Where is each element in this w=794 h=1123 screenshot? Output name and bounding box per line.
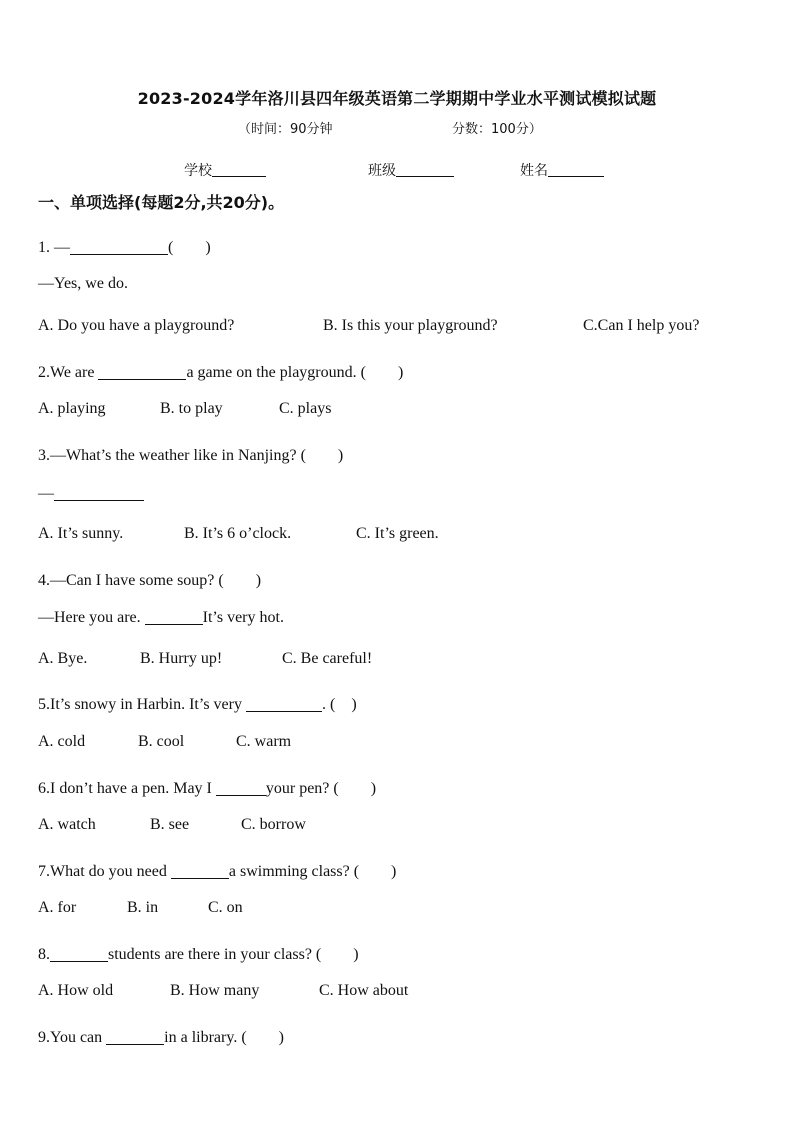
q2-suffix: a game on the playground. ( )	[186, 364, 404, 381]
q6-option-c[interactable]: C. borrow	[241, 816, 306, 833]
q5-prefix: 5.It’s snowy in Harbin. It’s very	[38, 696, 246, 713]
q4-line-2	[38, 608, 284, 627]
q2-prefix: 2.We are	[38, 364, 99, 381]
q4-option-c[interactable]: C. Be careful!	[282, 650, 373, 667]
q9-suffix: in a library. ( )	[164, 1029, 284, 1046]
q2-option-a[interactable]: A. playing	[38, 400, 106, 417]
q6-blank[interactable]	[216, 779, 266, 796]
q3-option-c[interactable]: C. It’s green.	[356, 525, 439, 542]
school-field	[184, 160, 266, 180]
name-blank[interactable]	[548, 162, 604, 177]
q7-prefix: 7.What do you need	[38, 863, 171, 880]
question-4: 4.—Can I have some soup? ( )	[38, 572, 262, 589]
q5-option-b[interactable]: B. cool	[138, 733, 185, 750]
q1-option-b[interactable]: B. Is this your playground?	[323, 317, 498, 334]
q4-line2-prefix: —Here you are.	[38, 609, 145, 626]
q8-blank[interactable]	[50, 945, 108, 962]
q3-dash: —	[38, 485, 54, 502]
class-field	[368, 160, 454, 180]
q7-option-b[interactable]: B. in	[127, 899, 159, 916]
score-info: 分数：100分）	[452, 122, 542, 137]
q7-suffix: a swimming class? ( )	[228, 863, 397, 880]
q4-blank[interactable]	[145, 608, 203, 625]
time-info: （时间：90分钟	[238, 122, 333, 137]
q4-option-b[interactable]: B. Hurry up!	[140, 650, 223, 667]
question-3: 3.—What’s the weather like in Nanjing? ( )	[38, 447, 344, 464]
q6-suffix: your pen? ( )	[265, 780, 377, 797]
school-blank[interactable]	[212, 162, 266, 177]
q2-option-c[interactable]: C. plays	[279, 400, 332, 417]
q6-option-a[interactable]: A. watch	[38, 816, 96, 833]
q9-prefix: 9.You can	[38, 1029, 107, 1046]
q3-answer-line	[38, 484, 144, 503]
q9-blank[interactable]	[106, 1028, 164, 1045]
q5-blank[interactable]	[246, 695, 322, 712]
question-9	[38, 1024, 284, 1047]
q6-prefix: 6.I don’t have a pen. May I	[38, 780, 216, 797]
class-blank[interactable]	[396, 162, 454, 177]
q8-option-c[interactable]: C. How about	[319, 982, 409, 999]
school-label: 学校	[184, 163, 212, 179]
q6-option-b[interactable]: B. see	[150, 816, 190, 833]
question-8	[38, 941, 359, 964]
q8-option-a[interactable]: A. How old	[38, 982, 114, 999]
name-label: 姓名	[520, 163, 548, 179]
class-label: 班级	[368, 163, 396, 179]
q3-option-a[interactable]: A. It’s sunny.	[38, 525, 124, 542]
q2-blank[interactable]	[98, 363, 186, 380]
q5-option-c[interactable]: C. warm	[236, 733, 292, 750]
name-field	[520, 160, 604, 180]
q1-answer-line: —Yes, we do.	[38, 275, 128, 292]
q4-option-a[interactable]: A. Bye.	[38, 650, 88, 667]
q7-option-c[interactable]: C. on	[208, 899, 243, 916]
page-title: 2023-2024学年洛川县四年级英语第二学期期中学业水平测试模拟试题	[137, 89, 657, 108]
q3-option-b[interactable]: B. It’s 6 o’clock.	[184, 525, 292, 542]
q7-blank[interactable]	[171, 862, 229, 879]
q3-blank[interactable]	[54, 484, 144, 501]
q1-option-a[interactable]: A. Do you have a playground?	[38, 317, 235, 334]
q8-suffix: students are there in your class? ( )	[108, 946, 359, 963]
q5-option-a[interactable]: A. cold	[38, 733, 86, 750]
q5-suffix: . ( )	[321, 696, 357, 713]
q7-option-a[interactable]: A. for	[38, 899, 77, 916]
q1-answer-paren[interactable]: ( )	[168, 239, 211, 256]
q2-option-b[interactable]: B. to play	[160, 400, 223, 417]
q8-prefix: 8.	[38, 946, 50, 963]
q1-option-c[interactable]: C.Can I help you?	[583, 317, 700, 334]
section-heading: 一、单项选择(每题2分,共20分)。	[38, 193, 285, 212]
q4-line2-suffix: It’s very hot.	[202, 609, 284, 626]
question-7	[38, 858, 396, 881]
q8-option-b[interactable]: B. How many	[170, 982, 260, 999]
q1-blank[interactable]	[70, 238, 168, 255]
question-6	[38, 775, 376, 798]
question-5	[38, 691, 357, 714]
question-1	[38, 234, 211, 257]
q1-prefix: 1. —	[38, 239, 70, 256]
question-2	[38, 359, 403, 382]
